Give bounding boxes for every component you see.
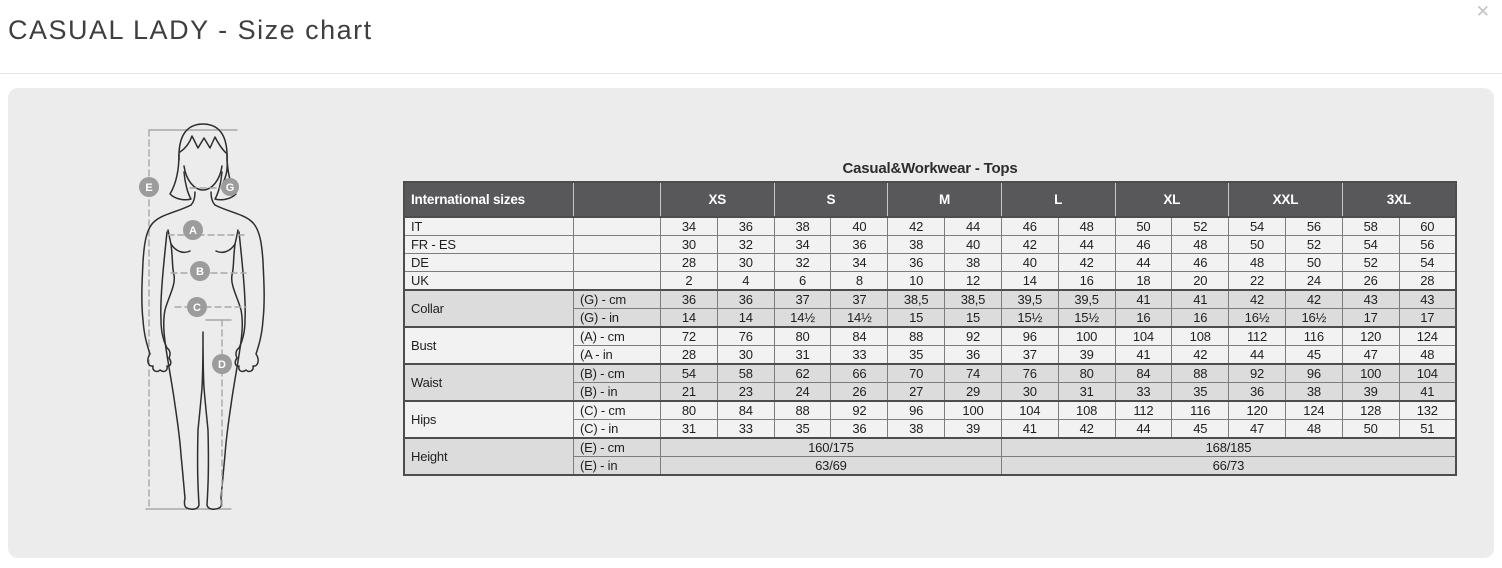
- value-cell: 41: [1001, 420, 1058, 439]
- value-cell: 41: [1399, 383, 1456, 402]
- size-header: XL: [1115, 182, 1229, 217]
- svg-text:A: A: [189, 225, 197, 237]
- value-cell: 38: [945, 254, 1002, 272]
- value-cell: 62: [774, 364, 831, 383]
- value-cell: 30: [1001, 383, 1058, 402]
- size-row: [404, 236, 1456, 254]
- body-measurement-figure: [118, 110, 328, 530]
- value-cell: 31: [661, 420, 718, 439]
- value-cell: 84: [831, 327, 888, 346]
- merged-value-cell: 168/185: [1001, 438, 1456, 457]
- table-title: Casual&Workwear - Tops: [842, 160, 1018, 177]
- value-cell: 100: [945, 401, 1002, 420]
- svg-text:G: G: [225, 182, 235, 194]
- value-cell: 58: [1342, 217, 1399, 236]
- value-cell: 116: [1172, 401, 1229, 420]
- size-header: M: [888, 182, 1002, 217]
- value-cell: 15½: [1058, 309, 1115, 328]
- value-cell: 54: [1342, 236, 1399, 254]
- value-cell: 48: [1285, 420, 1342, 439]
- value-cell: 31: [1058, 383, 1115, 402]
- value-cell: 47: [1229, 420, 1286, 439]
- value-cell: 20: [1172, 272, 1229, 291]
- value-cell: 38: [888, 420, 945, 439]
- value-cell: 6: [774, 272, 831, 291]
- figure-jaw: [184, 166, 222, 190]
- value-cell: 34: [831, 254, 888, 272]
- row-blank: [574, 272, 661, 291]
- value-cell: 88: [1172, 364, 1229, 383]
- value-cell: 34: [661, 217, 718, 236]
- value-cell: 48: [1172, 236, 1229, 254]
- value-cell: 108: [1172, 327, 1229, 346]
- value-cell: 66: [831, 364, 888, 383]
- value-cell: 132: [1399, 401, 1456, 420]
- value-cell: 39: [1058, 346, 1115, 365]
- value-cell: 4: [717, 272, 774, 291]
- value-cell: 42: [1285, 290, 1342, 309]
- badge-E: [139, 177, 159, 197]
- value-cell: 37: [831, 290, 888, 309]
- value-cell: 40: [831, 217, 888, 236]
- svg-text:B: B: [196, 266, 204, 278]
- dialog-header: [0, 0, 1502, 74]
- group-label: Waist: [404, 364, 574, 401]
- value-cell: 48: [1399, 346, 1456, 365]
- merged-value-cell: 160/175: [661, 438, 1002, 457]
- value-cell: 72: [661, 327, 718, 346]
- value-cell: 24: [1285, 272, 1342, 291]
- value-cell: 56: [1399, 236, 1456, 254]
- value-cell: 36: [945, 346, 1002, 365]
- value-cell: 38: [774, 217, 831, 236]
- value-cell: 37: [1001, 346, 1058, 365]
- value-cell: 120: [1342, 327, 1399, 346]
- figure-bust-right: [216, 244, 235, 252]
- value-cell: 84: [1115, 364, 1172, 383]
- value-cell: 36: [661, 290, 718, 309]
- value-cell: 52: [1172, 217, 1229, 236]
- value-cell: 44: [1115, 420, 1172, 439]
- value-cell: 30: [717, 254, 774, 272]
- value-cell: 39,5: [1001, 290, 1058, 309]
- group-label: Bust: [404, 327, 574, 364]
- value-cell: 10: [888, 272, 945, 291]
- value-cell: 120: [1229, 401, 1286, 420]
- svg-text:D: D: [218, 359, 226, 371]
- value-cell: 33: [717, 420, 774, 439]
- measure-sub-label: (A) - cm: [574, 327, 661, 346]
- group-label: Collar: [404, 290, 574, 327]
- row-blank: [574, 254, 661, 272]
- value-cell: 100: [1342, 364, 1399, 383]
- row-blank: [574, 236, 661, 254]
- value-cell: 74: [945, 364, 1002, 383]
- value-cell: 96: [1001, 327, 1058, 346]
- value-cell: 42: [1058, 420, 1115, 439]
- value-cell: 45: [1285, 346, 1342, 365]
- measure-sub-label: (E) - cm: [574, 438, 661, 457]
- value-cell: 112: [1115, 401, 1172, 420]
- figure-neck-left: [191, 192, 195, 205]
- value-cell: 50: [1342, 420, 1399, 439]
- value-cell: 48: [1058, 217, 1115, 236]
- badge-A: [183, 220, 203, 240]
- value-cell: 35: [774, 420, 831, 439]
- value-cell: 17: [1399, 309, 1456, 328]
- value-cell: 124: [1399, 327, 1456, 346]
- value-cell: 14½: [774, 309, 831, 328]
- value-cell: 70: [888, 364, 945, 383]
- size-table-section: [403, 160, 1457, 476]
- size-row: [404, 272, 1456, 291]
- value-cell: 37: [774, 290, 831, 309]
- value-cell: 38,5: [945, 290, 1002, 309]
- value-cell: 104: [1001, 401, 1058, 420]
- row-label: UK: [404, 272, 574, 291]
- svg-text:E: E: [145, 182, 153, 194]
- value-cell: 24: [774, 383, 831, 402]
- size-header: L: [1001, 182, 1115, 217]
- value-cell: 128: [1342, 401, 1399, 420]
- value-cell: 32: [774, 254, 831, 272]
- value-cell: 42: [1229, 290, 1286, 309]
- value-cell: 38: [888, 236, 945, 254]
- value-cell: 36: [717, 290, 774, 309]
- value-cell: 104: [1115, 327, 1172, 346]
- badge-G: [221, 178, 239, 196]
- value-cell: 18: [1115, 272, 1172, 291]
- size-header: XXL: [1229, 182, 1343, 217]
- measure-row: [404, 327, 1456, 346]
- value-cell: 39: [945, 420, 1002, 439]
- value-cell: 28: [661, 346, 718, 365]
- value-cell: 92: [945, 327, 1002, 346]
- close-icon[interactable]: ✕: [1474, 0, 1492, 25]
- merged-value-cell: 66/73: [1001, 457, 1456, 476]
- badge-C: [187, 297, 207, 317]
- value-cell: 35: [1172, 383, 1229, 402]
- value-cell: 22: [1229, 272, 1286, 291]
- group-label: Height: [404, 438, 574, 475]
- svg-text:C: C: [193, 302, 201, 314]
- value-cell: 104: [1399, 364, 1456, 383]
- value-cell: 80: [661, 401, 718, 420]
- value-cell: 45: [1172, 420, 1229, 439]
- measure-sub-label: (B) - in: [574, 383, 661, 402]
- value-cell: 26: [831, 383, 888, 402]
- value-cell: 30: [717, 346, 774, 365]
- value-cell: 23: [717, 383, 774, 402]
- value-cell: 15: [945, 309, 1002, 328]
- value-cell: 41: [1115, 346, 1172, 365]
- figure-neck-right: [211, 192, 215, 205]
- value-cell: 44: [1229, 346, 1286, 365]
- value-cell: 36: [831, 236, 888, 254]
- value-cell: 40: [945, 236, 1002, 254]
- value-cell: 16: [1172, 309, 1229, 328]
- measure-row: [404, 401, 1456, 420]
- value-cell: 80: [774, 327, 831, 346]
- value-cell: 14: [717, 309, 774, 328]
- figure-bust-left: [171, 244, 190, 252]
- measure-row: [404, 364, 1456, 383]
- value-cell: 36: [831, 420, 888, 439]
- value-cell: 38: [1285, 383, 1342, 402]
- value-cell: 50: [1229, 236, 1286, 254]
- value-cell: 42: [1058, 254, 1115, 272]
- value-cell: 2: [661, 272, 718, 291]
- value-cell: 35: [888, 346, 945, 365]
- value-cell: 124: [1285, 401, 1342, 420]
- value-cell: 54: [1399, 254, 1456, 272]
- value-cell: 21: [661, 383, 718, 402]
- row-label: IT: [404, 217, 574, 236]
- value-cell: 80: [1058, 364, 1115, 383]
- value-cell: 92: [831, 401, 888, 420]
- value-cell: 108: [1058, 401, 1115, 420]
- value-cell: 42: [1172, 346, 1229, 365]
- size-row: [404, 217, 1456, 236]
- value-cell: 29: [945, 383, 1002, 402]
- page-title: CASUAL LADY - Size chart: [8, 15, 373, 45]
- value-cell: 15: [888, 309, 945, 328]
- value-cell: 28: [661, 254, 718, 272]
- value-cell: 36: [888, 254, 945, 272]
- value-cell: 32: [717, 236, 774, 254]
- value-cell: 14: [1001, 272, 1058, 291]
- value-cell: 26: [1342, 272, 1399, 291]
- value-cell: 112: [1229, 327, 1286, 346]
- size-row: [404, 254, 1456, 272]
- value-cell: 34: [774, 236, 831, 254]
- size-table: [403, 181, 1457, 476]
- value-cell: 16: [1058, 272, 1115, 291]
- value-cell: 46: [1001, 217, 1058, 236]
- value-cell: 31: [774, 346, 831, 365]
- corner-header: International sizes: [404, 182, 574, 217]
- value-cell: 16½: [1285, 309, 1342, 328]
- value-cell: 50: [1115, 217, 1172, 236]
- size-header: 3XL: [1342, 182, 1456, 217]
- badge-B: [190, 261, 210, 281]
- value-cell: 17: [1342, 309, 1399, 328]
- value-cell: 48: [1229, 254, 1286, 272]
- measure-sub-label: (E) - in: [574, 457, 661, 476]
- measure-sub-label: (A - in: [574, 346, 661, 365]
- value-cell: 50: [1285, 254, 1342, 272]
- value-cell: 33: [1115, 383, 1172, 402]
- measure-sub-label: (G) - in: [574, 309, 661, 328]
- size-header: S: [774, 182, 888, 217]
- value-cell: 96: [888, 401, 945, 420]
- value-cell: 100: [1058, 327, 1115, 346]
- row-blank: [574, 217, 661, 236]
- merged-value-cell: 63/69: [661, 457, 1002, 476]
- value-cell: 76: [1001, 364, 1058, 383]
- row-label: DE: [404, 254, 574, 272]
- measure-sub-label: (G) - cm: [574, 290, 661, 309]
- value-cell: 14½: [831, 309, 888, 328]
- measure-sub-label: (C) - in: [574, 420, 661, 439]
- value-cell: 88: [888, 327, 945, 346]
- value-cell: 30: [661, 236, 718, 254]
- value-cell: 46: [1172, 254, 1229, 272]
- value-cell: 36: [1229, 383, 1286, 402]
- value-cell: 41: [1172, 290, 1229, 309]
- value-cell: 38,5: [888, 290, 945, 309]
- measure-row: [404, 290, 1456, 309]
- value-cell: 96: [1285, 364, 1342, 383]
- value-cell: 15½: [1001, 309, 1058, 328]
- value-cell: 116: [1285, 327, 1342, 346]
- value-cell: 44: [945, 217, 1002, 236]
- value-cell: 28: [1399, 272, 1456, 291]
- size-header: XS: [661, 182, 775, 217]
- value-cell: 14: [661, 309, 718, 328]
- measure-row: [404, 438, 1456, 457]
- value-cell: 44: [1115, 254, 1172, 272]
- value-cell: 47: [1342, 346, 1399, 365]
- value-cell: 51: [1399, 420, 1456, 439]
- value-cell: 76: [717, 327, 774, 346]
- value-cell: 27: [888, 383, 945, 402]
- value-cell: 41: [1115, 290, 1172, 309]
- value-cell: 46: [1115, 236, 1172, 254]
- value-cell: 43: [1342, 290, 1399, 309]
- blank-header: [574, 182, 661, 217]
- group-label: Hips: [404, 401, 574, 438]
- figure-fringe: [180, 136, 226, 153]
- value-cell: 33: [831, 346, 888, 365]
- value-cell: 52: [1285, 236, 1342, 254]
- value-cell: 58: [717, 364, 774, 383]
- value-cell: 40: [1001, 254, 1058, 272]
- measure-sub-label: (B) - cm: [574, 364, 661, 383]
- value-cell: 42: [888, 217, 945, 236]
- value-cell: 16½: [1229, 309, 1286, 328]
- value-cell: 44: [1058, 236, 1115, 254]
- value-cell: 8: [831, 272, 888, 291]
- value-cell: 42: [1001, 236, 1058, 254]
- value-cell: 84: [717, 401, 774, 420]
- row-label: FR - ES: [404, 236, 574, 254]
- value-cell: 52: [1342, 254, 1399, 272]
- value-cell: 39: [1342, 383, 1399, 402]
- value-cell: 60: [1399, 217, 1456, 236]
- value-cell: 12: [945, 272, 1002, 291]
- value-cell: 43: [1399, 290, 1456, 309]
- value-cell: 39,5: [1058, 290, 1115, 309]
- value-cell: 54: [1229, 217, 1286, 236]
- value-cell: 56: [1285, 217, 1342, 236]
- value-cell: 36: [717, 217, 774, 236]
- value-cell: 92: [1229, 364, 1286, 383]
- measure-sub-label: (C) - cm: [574, 401, 661, 420]
- value-cell: 16: [1115, 309, 1172, 328]
- badge-D: [212, 354, 232, 374]
- value-cell: 88: [774, 401, 831, 420]
- value-cell: 54: [661, 364, 718, 383]
- table-header-row: [404, 182, 1456, 217]
